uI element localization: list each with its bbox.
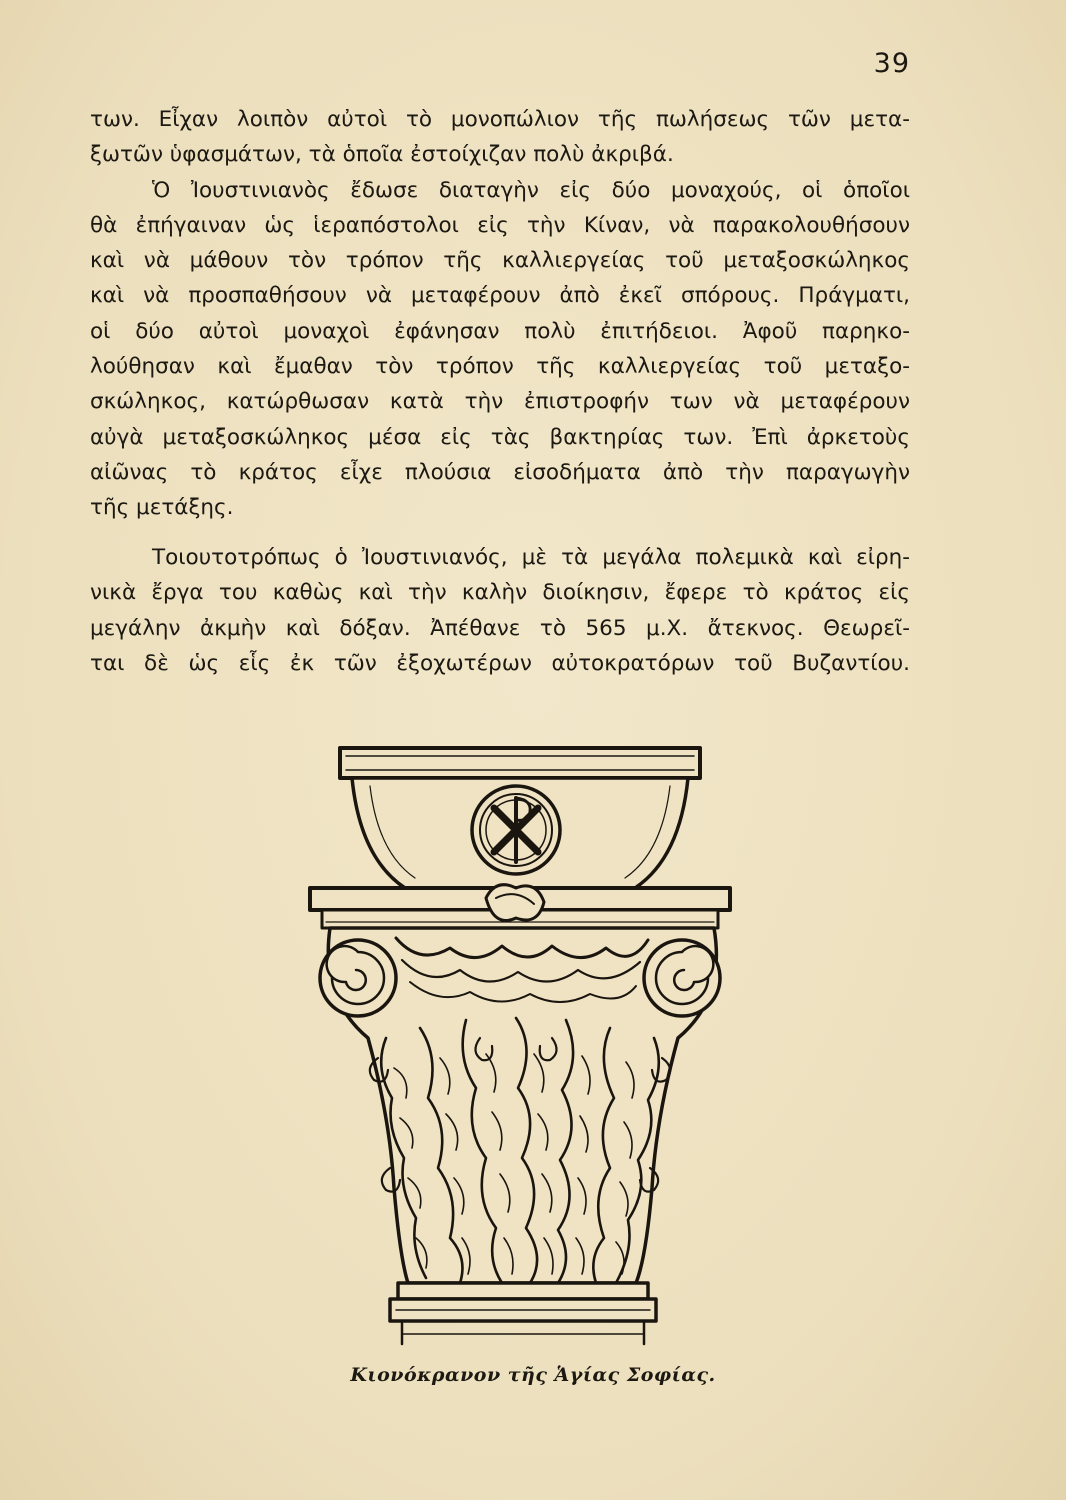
text-line: λούθησαν καὶ ἔμαθαν τὸν τρόπον τῆς καλλιεργείας τοῦ μεταξο- bbox=[90, 354, 910, 380]
text-line: ξωτῶν ὑφασμάτων, τὰ ὁποῖα ἐστοίχιζαν πολὺ ἀκριβά. bbox=[90, 142, 674, 168]
text-line: Τοιουτοτρόπως ὁ Ἰουστινιανός, μὲ τὰ μεγάλα πολεμικὰ καὶ εἰρη- bbox=[152, 545, 910, 570]
text-line: μεγάλην ἀκμὴν καὶ δόξαν. Ἀπέθανε τὸ 565 μ.Χ. ἄτεκνος. Θεωρεῖ- bbox=[90, 615, 910, 641]
text-line: αἰῶνας τὸ κράτος εἶχε πλούσια εἰσοδήματα ἀπὸ τὴν παραγωγὴν bbox=[90, 459, 910, 485]
text-line: θὰ ἐπήγαιναν ὡς ἱεραπόστολοι εἰς τὴν Κίναν, νὰ παρακολουθήσουν bbox=[90, 212, 910, 238]
impost-top-slab bbox=[340, 748, 700, 778]
body-text-lower bbox=[90, 540, 910, 681]
right-volute-icon bbox=[644, 940, 720, 1016]
body-text-upper bbox=[90, 102, 910, 526]
base-ring-upper bbox=[398, 1283, 648, 1299]
chi-rho-medallion-icon bbox=[472, 786, 560, 874]
text-line: Ὁ Ἰουστινιανὸς ἔδωσε διαταγὴν εἰς δύο μοναχούς, οἱ ὁποῖοι bbox=[152, 177, 910, 203]
figure-caption: Κιονόκρανον τῆς Ἁγίας Σοφίας. bbox=[350, 1364, 716, 1386]
text-line: οἱ δύο αὐτοὶ μοναχοὶ ἐφάνησαν πολὺ ἐπιτήδειοι. Ἀφοῦ παρηκο- bbox=[90, 318, 910, 344]
text-line: καὶ νὰ μάθουν τὸν τρόπον τῆς καλλιεργείας τοῦ μεταξοσκώληκος bbox=[90, 248, 910, 274]
text-line: τῆς μετάξης. bbox=[90, 495, 234, 521]
text-line: καὶ νὰ προσπαθήσουν νὰ μεταφέρουν ἀπὸ ἐκεῖ σπόρους. Πράγματι, bbox=[90, 283, 910, 309]
text-line: σκώληκος, κατώρθωσαν κατὰ τὴν ἐπιστροφήν των νὰ μεταφέρουν bbox=[90, 389, 910, 415]
text-line: των. Εἶχαν λοιπὸν αὐτοὶ τὸ μονοπώλιον τῆς πωλήσεως τῶν μετα- bbox=[90, 107, 910, 132]
capital-illustration bbox=[290, 738, 770, 1358]
text-line: ται δὲ ὡς εἷς ἐκ τῶν ἐξοχωτέρων αὐτοκρατόρων τοῦ Βυζαντίου. bbox=[90, 650, 910, 676]
text-line: νικὰ ἔργα του καθὼς καὶ τὴν καλὴν διοίκησιν, ἔφερε τὸ κράτος εἰς bbox=[90, 580, 910, 606]
left-volute-icon bbox=[320, 940, 396, 1016]
text-line: αὐγὰ μεταξοσκώληκος μέσα εἰς τὰς βακτηρίας των. Ἐπὶ ἀρκετοὺς bbox=[90, 424, 910, 450]
page-number: 39 bbox=[873, 48, 910, 79]
